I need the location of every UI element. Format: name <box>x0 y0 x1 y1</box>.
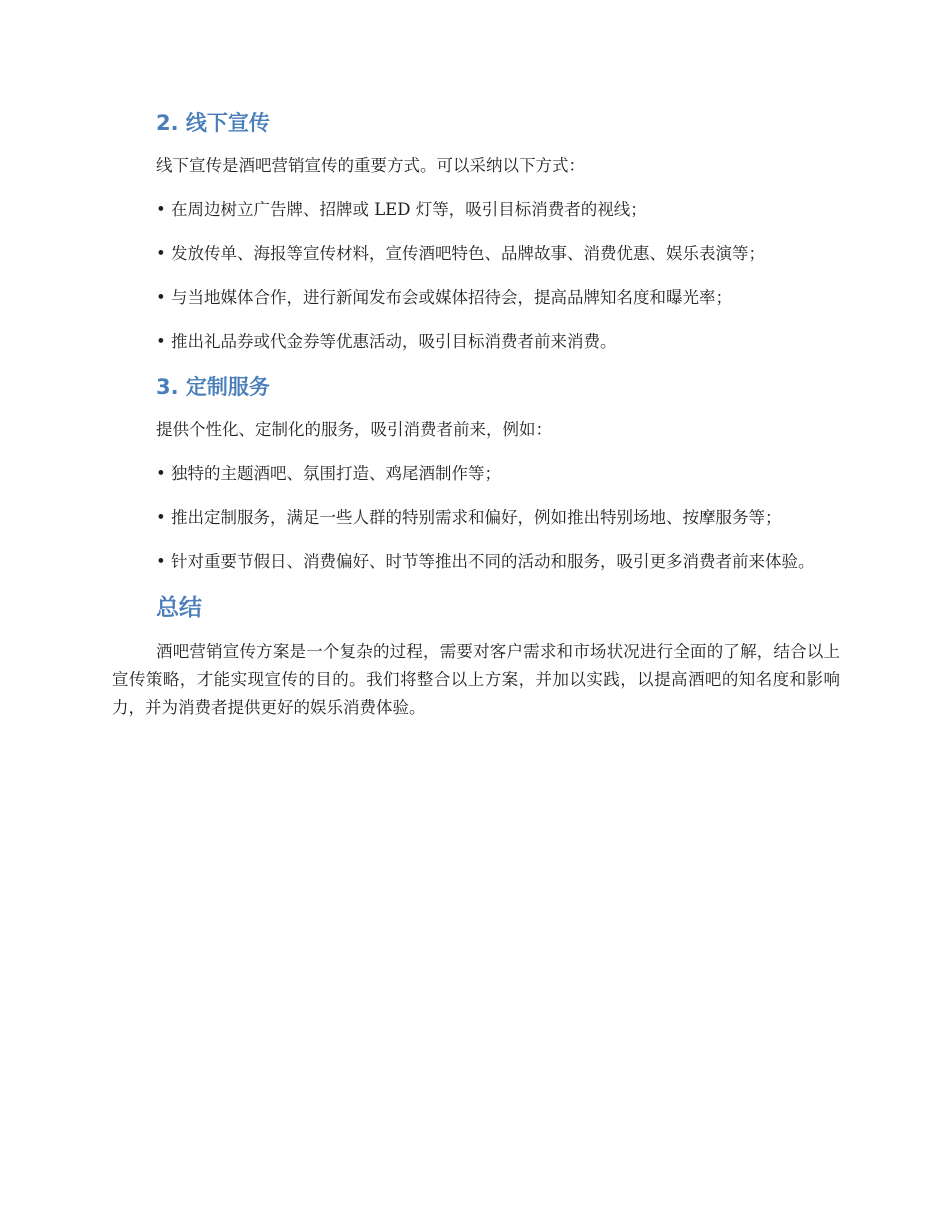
bullet-item: • 推出礼品券或代金券等优惠活动，吸引目标消费者前来消费。 <box>156 332 617 351</box>
section-heading: 2. 线下宣传 <box>156 111 270 135</box>
section-heading: 3. 定制服务 <box>156 375 270 399</box>
paragraph: 提供个性化、定制化的服务，吸引消费者前来，例如： <box>156 420 552 439</box>
document-content <box>112 108 840 722</box>
bullet-item: • 针对重要节假日、消费偏好、时节等推出不同的活动和服务，吸引更多消费者前来体验。 <box>156 552 815 571</box>
paragraph: 酒吧营销宣传方案是一个复杂的过程，需要对客户需求和市场状况进行全面的了解，结合以上宣传策略，才能实现宣传的目的。我们将整合以上方案，并加以实践，以提高酒吧的知名度和影响力，并为消费者提供更好的娱乐消费体验。 <box>112 642 840 717</box>
section-summary <box>112 592 840 722</box>
bullet-item: • 在周边树立广告牌、招牌或 LED 灯等，吸引目标消费者的视线； <box>156 200 647 219</box>
bullet-item: • 发放传单、海报等宣传材料，宣传酒吧特色、品牌故事、消费优惠、娱乐表演等； <box>156 244 765 263</box>
section-custom-service <box>112 372 840 576</box>
section-heading: 总结 <box>156 595 202 621</box>
paragraph: 线下宣传是酒吧营销宣传的重要方式。可以采纳以下方式： <box>156 156 585 175</box>
bullet-item: • 独特的主题酒吧、氛围打造、鸡尾酒制作等； <box>156 464 501 483</box>
bullet-item: • 推出定制服务，满足一些人群的特别需求和偏好，例如推出特别场地、按摩服务等； <box>156 508 782 527</box>
section-offline-promotion <box>112 108 840 356</box>
bullet-item: • 与当地媒体合作，进行新闻发布会或媒体招待会，提高品牌知名度和曝光率； <box>156 288 732 307</box>
